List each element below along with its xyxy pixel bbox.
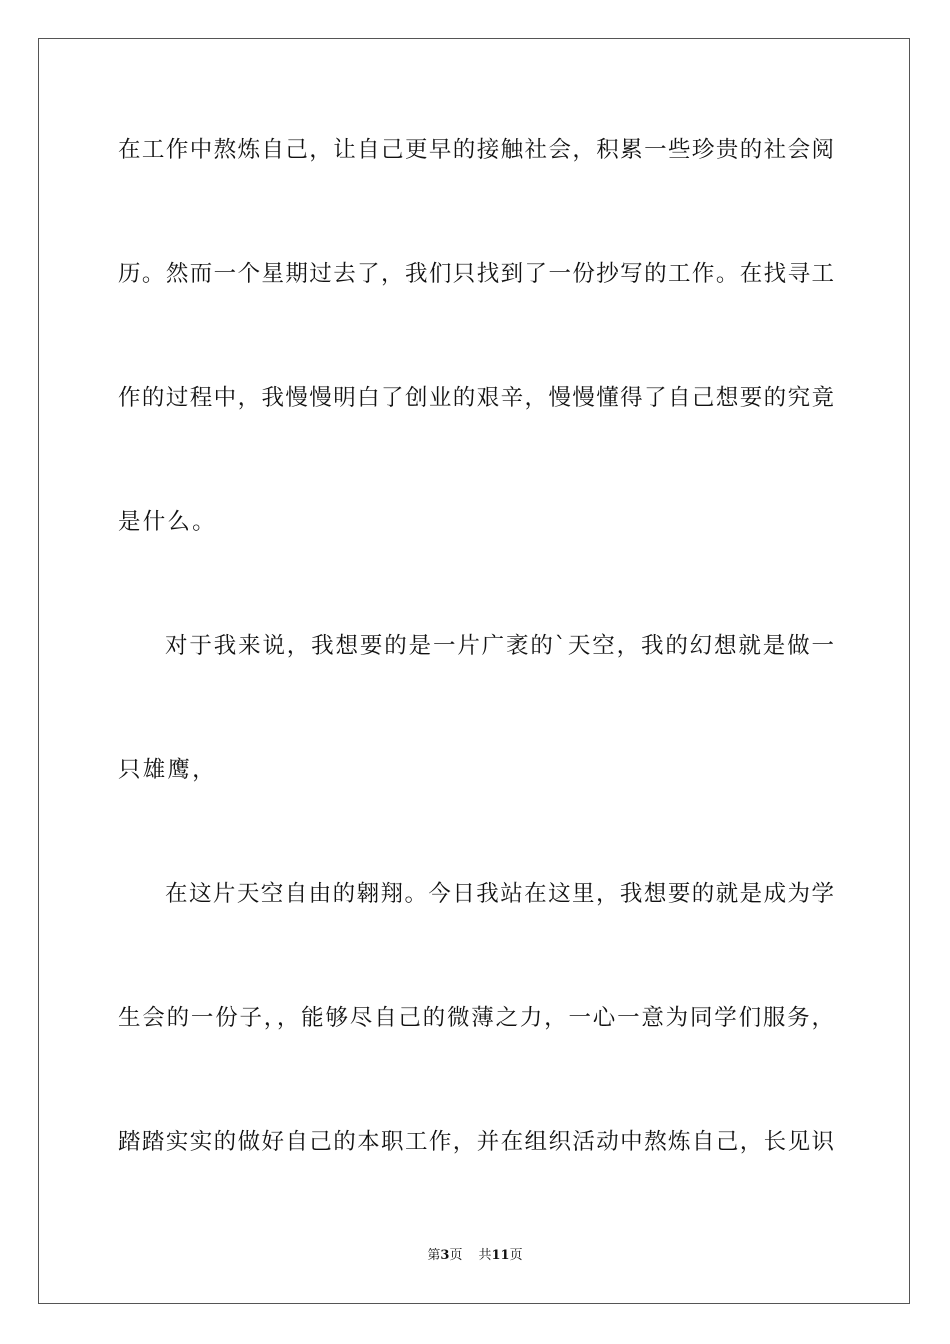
total-label-suffix: 页	[509, 1248, 523, 1263]
page-label-suffix: 页	[449, 1248, 463, 1263]
page-total: 11	[491, 1248, 510, 1263]
body-line: 作的过程中，我慢慢明白了创业的艰辛，慢慢懂得了自己想要的究竟	[118, 385, 834, 411]
page-frame	[38, 38, 910, 1304]
body-line: 生会的一份子，，能够尽自己的微薄之力，一心一意为同学们服务，	[118, 1005, 834, 1031]
body-line: 只雄鹰，	[118, 757, 217, 783]
body-line: 对于我来说，我想要的是一片广袤的`天空，我的幻想就是做一	[165, 633, 834, 659]
body-line: 在工作中熬炼自己，让自己更早的接触社会，积累一些珍贵的社会阅	[118, 137, 834, 163]
body-line: 在这片天空自由的翱翔。今日我站在这里，我想要的就是成为学	[165, 881, 834, 907]
body-line: 踏踏实实的做好自己的本职工作，并在组织活动中熬炼自己，长见识	[118, 1129, 834, 1155]
body-line: 是什么。	[118, 509, 217, 535]
total-label-prefix: 共	[478, 1248, 492, 1263]
page-footer	[0, 1247, 950, 1265]
body-line: 历。然而一个星期过去了，我们只找到了一份抄写的工作。在找寻工	[118, 261, 834, 287]
page-current: 3	[440, 1248, 450, 1263]
page-label-prefix: 第	[427, 1248, 441, 1263]
